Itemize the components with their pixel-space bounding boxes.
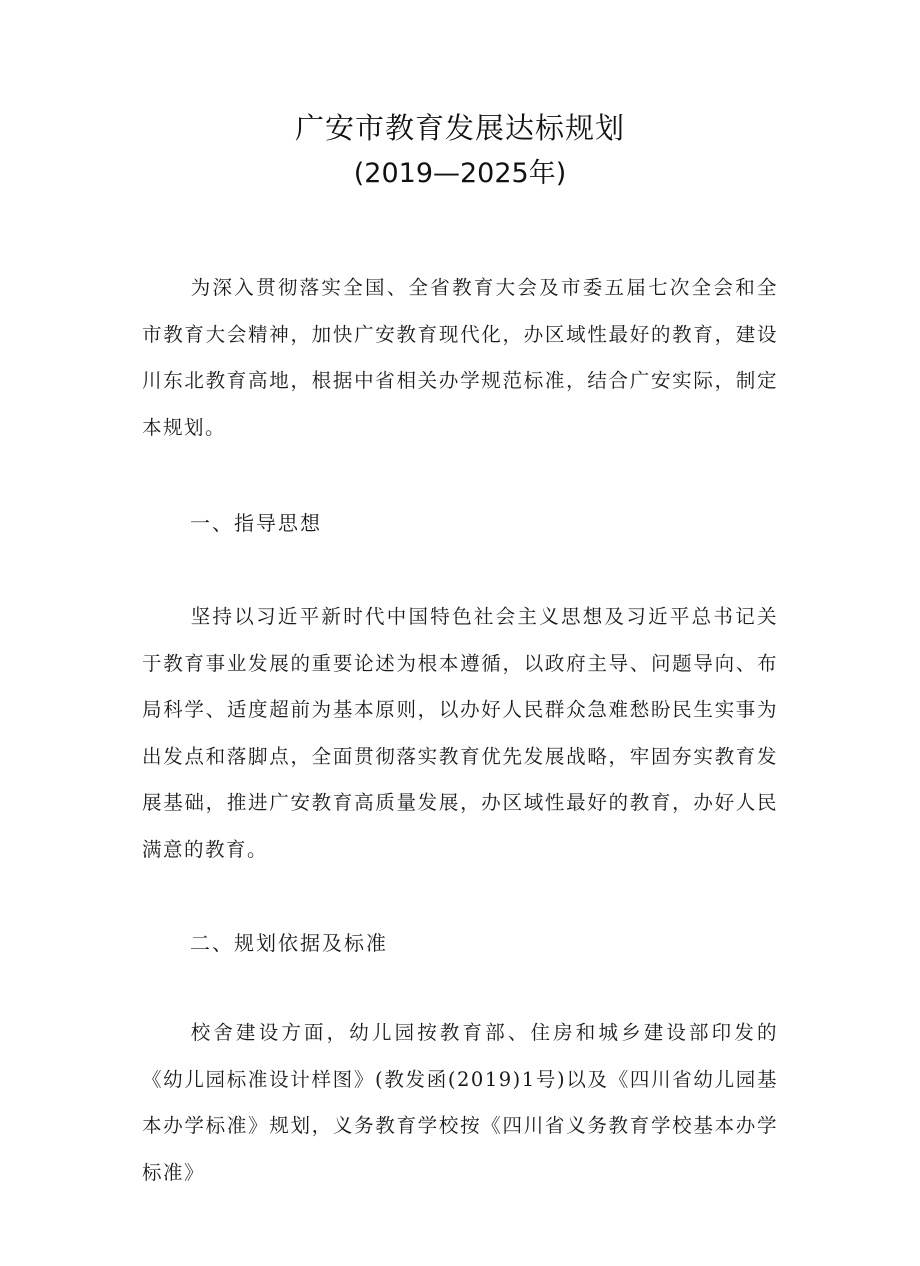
section-heading-guiding-ideology: 一、指导思想 (190, 511, 322, 535)
intro-paragraph: 为深入贯彻落实全国、全省教育大会及市委五届七次全会和全市教育大会精神，加快广安教育现代化，办区域性最好的教育，建设川东北教育高地，根据中省相关办学规范标准，结合广安实际，制定本规划。 (142, 276, 778, 439)
document-subtitle: (2019—2025年) (353, 158, 567, 189)
section-body-planning-basis: 校舍建设方面，幼儿园按教育部、住房和城乡建设部印发的《幼儿园标准设计样图》(教发函(2019)1号)以及《四川省幼儿园基本办学标准》规划，义务教育学校按《四川省义务教育学校基本办学标准》 (142, 1021, 778, 1184)
section-body-guiding-ideology: 坚持以习近平新时代中国特色社会主义思想及习近平总书记关于教育事业发展的重要论述为根本遵循，以政府主导、问题导向、布局科学、适度超前为基本原则，以办好人民群众急难愁盼民生实事为出发点和落脚点，全面贯彻落实教育优先发展战略，牢固夯实教育发展基础，推进广安教育高质量发展，办区域性最好的教育，办好人民满意的教育。 (142, 605, 778, 861)
document-title: 广安市教育发展达标规划 (294, 111, 625, 145)
section-heading-planning-basis: 二、规划依据及标准 (190, 931, 388, 955)
